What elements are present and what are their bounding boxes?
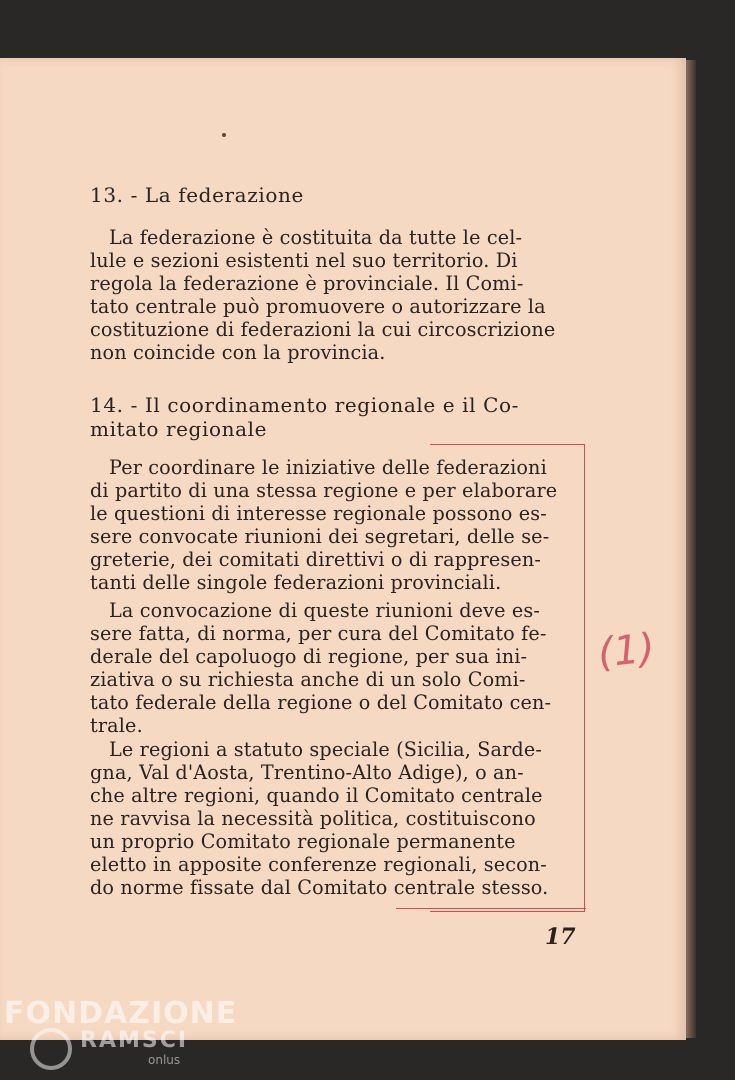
section-13-line-5: costituzione di federazioni la cui circoscrizione [90,318,556,341]
section-13-line-2: lule e sezioni esistenti nel suo territorio. Di [90,249,518,272]
section-13-line-3: regola la federazione è provinciale. Il Comi- [90,272,524,295]
section-14-line-18: eletto in apposite conferenze regionali, secon- [90,853,547,876]
section-14-line-1: Per coordinare le iniziative delle federazioni [109,456,547,479]
section-14-line-10: ziativa o su richiesta anche di un solo Comi- [90,668,526,691]
section-14-line-2: di partito di una stessa regione e per elaborare [90,479,558,502]
section-14-line-17: un proprio Comitato regionale permanente [90,830,516,853]
ink-speck [222,133,226,137]
section-14-heading-line-2: mitato regionale [90,417,268,441]
page-spine-edge [686,60,696,1038]
section-14-line-16: ne ravvisa la necessità politica, costituiscono [90,807,536,830]
section-14-line-6: tanti delle singole federazioni provinciali. [90,571,502,594]
section-13-line-4: tato centrale può promuovere o autorizzare la [90,295,546,318]
section-14-line-4: sere convocate riunioni dei segretari, delle se- [90,525,550,548]
watermark-tag: onlus [148,1053,181,1067]
section-14-line-8: sere fatta, di norma, per cura del Comitato fe- [90,622,547,645]
watermark-logo-icon [30,1028,72,1070]
section-14-line-14: gna, Val d'Aosta, Trentino-Alto Adige), o an- [90,761,524,784]
watermark-title: FONDAZIONE [4,996,238,1031]
watermark-subtitle: RAMSCI [80,1028,189,1053]
section-14-line-5: greterie, dei comitati direttivi o di rappresen- [90,548,542,571]
margin-bracket [430,444,585,912]
section-13-heading: 13. - La federazione [90,183,304,207]
page-number: 17 [545,924,576,950]
margin-note: (1) [595,625,657,677]
section-13-line-1: La federazione è costituita da tutte le cel- [109,226,523,249]
section-14-line-12: trale. [90,714,143,737]
section-14-line-11: tato federale della regione o del Comitato cen- [90,691,552,714]
section-14-line-7: La convocazione di queste riunioni deve es- [109,599,541,622]
section-14-line-13: Le regioni a statuto speciale (Sicilia, Sarde- [109,738,542,761]
section-14-heading-line-1: 14. - Il coordinamento regionale e il Co- [90,393,519,417]
section-14-line-15: che altre regioni, quando il Comitato centrale [90,784,543,807]
section-13-line-6: non coincide con la provincia. [90,341,386,364]
margin-bracket-bottom-stroke [396,908,586,909]
section-14-line-19: do norme fissate dal Comitato centrale stesso. [90,876,549,899]
section-14-line-9: derale del capoluogo di regione, per sua ini- [90,645,528,668]
section-14-line-3: le questioni di interesse regionale possono es- [90,502,547,525]
